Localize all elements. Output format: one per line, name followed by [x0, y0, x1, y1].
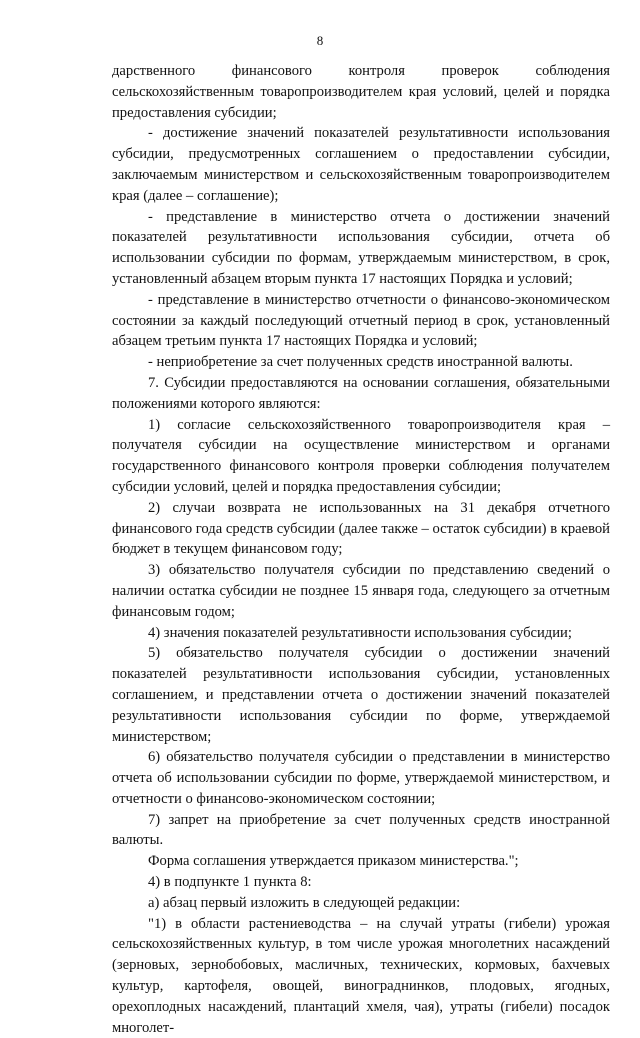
paragraph: 5) обязательство получателя субсидии о достижении значений показателей результативности использования субсидии, установленных соглашением, и представлении отчета о достижении значений показателей результативности использования субсидии по форме, утверждаемой министерством; — [112, 645, 610, 745]
paragraph: Форма соглашения утверждается приказом министерства."; — [148, 853, 519, 870]
paragraph: - представление в министерство отчетности о финансово-экономическом состоянии за каждый последующий отчетный период в срок, установленный абзацем третьим пункта 17 настоящих Порядка и условий; — [112, 291, 610, 350]
paragraph: 7. Субсидии предоставляются на основании соглашения, обязательными положениями которого являются: — [112, 374, 610, 412]
paragraph: дарственного финансового контроля проверок соблюдения сельскохозяйственным товаропроизводителем края условий, целей и порядка предоставления субсидии; — [112, 63, 610, 121]
paragraph: 1) согласие сельскохозяйственного товаропроизводителя края – получателя субсидии на осуществление министерством и органами государственного финансового контроля проверки соблюдения получателем субсидии условий, целей и порядка предоставления субсидии; — [112, 416, 610, 495]
paragraph: - неприобретение за счет полученных средств иностранной валюты. — [148, 354, 573, 371]
paragraph: 4) в подпункте 1 пункта 8: — [148, 874, 312, 891]
paragraph: - представление в министерство отчета о достижении значений показателей результативности использования субсидии, отчета об использовании субсидии по формам, утверждаемым министерством, в срок, установленный абзацем вторым пункта 17 настоящих Порядка и условий; — [112, 208, 610, 287]
document-body — [112, 61, 610, 1038]
paragraph: - достижение значений показателей результативности использования субсидии, предусмотренных соглашением о предоставлении субсидии, заключаемым министерством и сельскохозяйственным товаропроизводителем края (далее – соглашение); — [112, 125, 610, 204]
page-number: 8 — [316, 33, 324, 48]
paragraph: 6) обязательство получателя субсидии о представлении в министерство отчета об использовании субсидии по форме, утверждаемой министерством, и отчетности о финансово-экономическом состоянии; — [112, 749, 610, 807]
paragraph: 4) значения показателей результативности использования субсидии; — [148, 624, 572, 641]
paragraph: а) абзац первый изложить в следующей редакции: — [148, 894, 461, 911]
paragraph: 7) запрет на приобретение за счет полученных средств иностранной валюты. — [112, 811, 610, 849]
paragraph: 2) случаи возврата не использованных на 31 декабря отчетного финансового года средств субсидии (далее также – остаток субсидии) в краевой бюджет в текущем финансовом году; — [112, 499, 610, 558]
paragraph: 3) обязательство получателя субсидии по представлению сведений о наличии остатка субсидии не позднее 15 января года, следующего за отчетным финансовым годом; — [112, 562, 610, 620]
paragraph: "1) в области растениеводства – на случай утраты (гибели) урожая сельскохозяйственных культур, в том числе урожая многолетних насаждений (зерновых, зернобобовых, масличных, технических, кормовых, бахчевых культур, картофеля, овощей, винограднинков, плодовых, ягодных, орехоплодных насаждений, плантаций хмеля, чая), утраты (гибели) посадок многолет- — [112, 915, 610, 1036]
